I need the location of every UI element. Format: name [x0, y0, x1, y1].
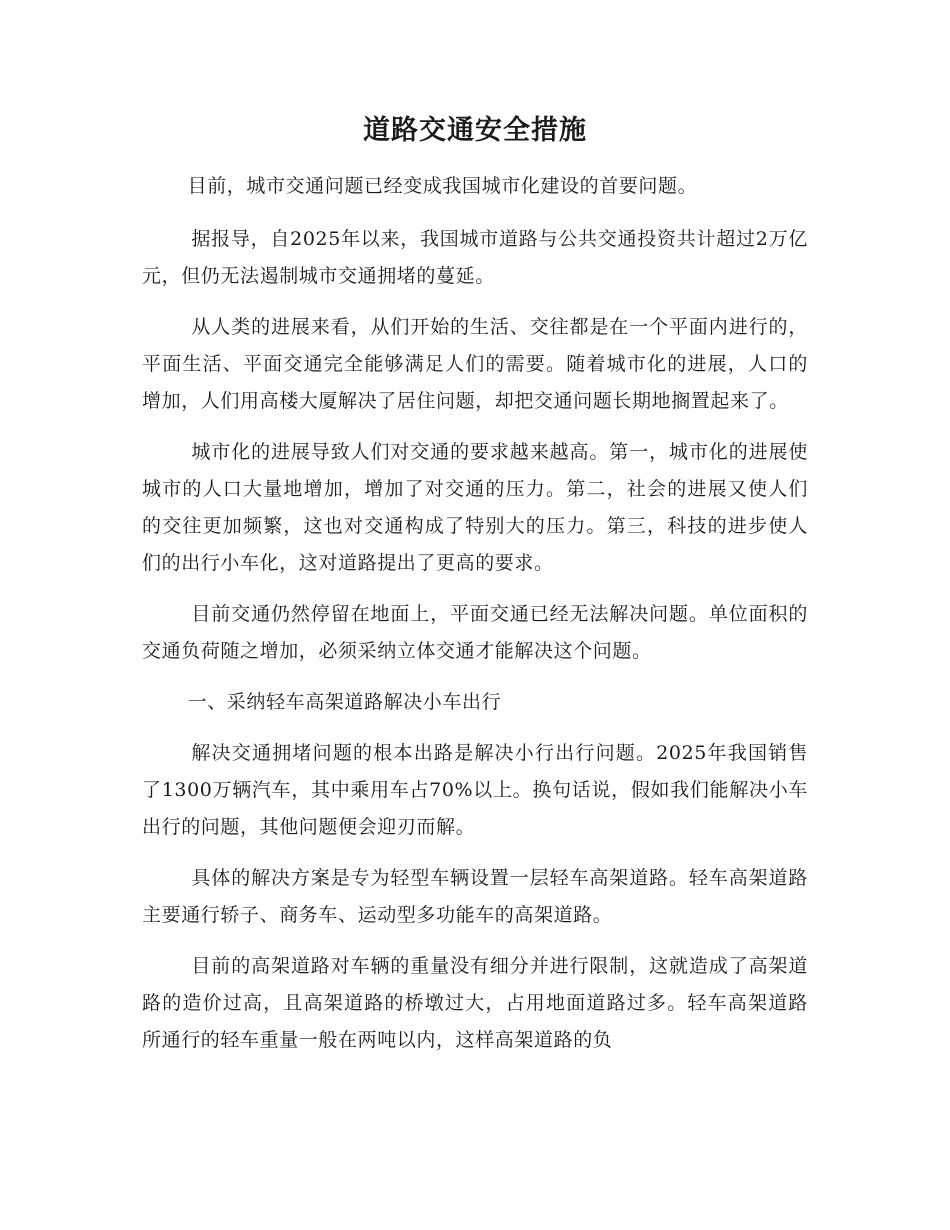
section-heading: 一、采纳轻车高架道路解决小车出行: [187, 691, 502, 713]
paragraph-car-travel: 解决交通拥堵问题的根本出路是解决小行出行问题。2025年我国销售了1300万辆汽车，其中乘用车占70%以上。换句话说，假如我们能解决小车出行的问题，其他问题便会迎刃而解。: [142, 742, 808, 838]
paragraph-human-development: 从人类的进展来看，从们开始的生活、交往都是在一个平面内进行的，平面生活、平面交通完全能够满足人们的需要。随着城市化的进展，人口的增加，人们用高楼大厦解决了居住问题，却把交通问题长期地搁置起来了。: [142, 316, 808, 412]
paragraph-intro: 目前，城市交通问题已经变成我国城市化建设的首要问题。: [187, 175, 698, 197]
document-title: 道路交通安全措施: [363, 115, 587, 146]
paragraph-solution: 具体的解决方案是专为轻型车辆设置一层轻车高架道路。轻车高架道路主要通行轿子、商务车、运动型多功能车的高架道路。: [142, 867, 808, 926]
paragraph-urbanization-demands: 城市化的进展导致人们对交通的要求越来越高。第一，城市化的进展使城市的人口大量地增加，增加了对交通的压力。第二，社会的进展又使人们的交往更加频繁，这也对交通构成了特别大的压力。第三，科技的进步使人们的出行小车化，这对道路提出了更高的要求。: [142, 441, 808, 574]
paragraph-weight-limit: 目前的高架道路对车辆的重量没有细分并进行限制，这就造成了高架道路的造价过高，且高架道路的桥墩过大，占用地面道路过多。轻车高架道路所通行的轻车重量一般在两吨以内，这样高架道路的负: [142, 955, 808, 1051]
paragraph-investment: 据报导，自2025年以来，我国城市道路与公共交通投资共计超过2万亿元，但仍无法遏制城市交通拥堵的蔓延。: [142, 228, 808, 287]
document-page: [142, 108, 808, 1073]
paragraph-ground-traffic: 目前交通仍然停留在地面上，平面交通已经无法解决问题。单位面积的交通负荷随之增加，必须采纳立体交通才能解决这个问题。: [142, 603, 808, 662]
